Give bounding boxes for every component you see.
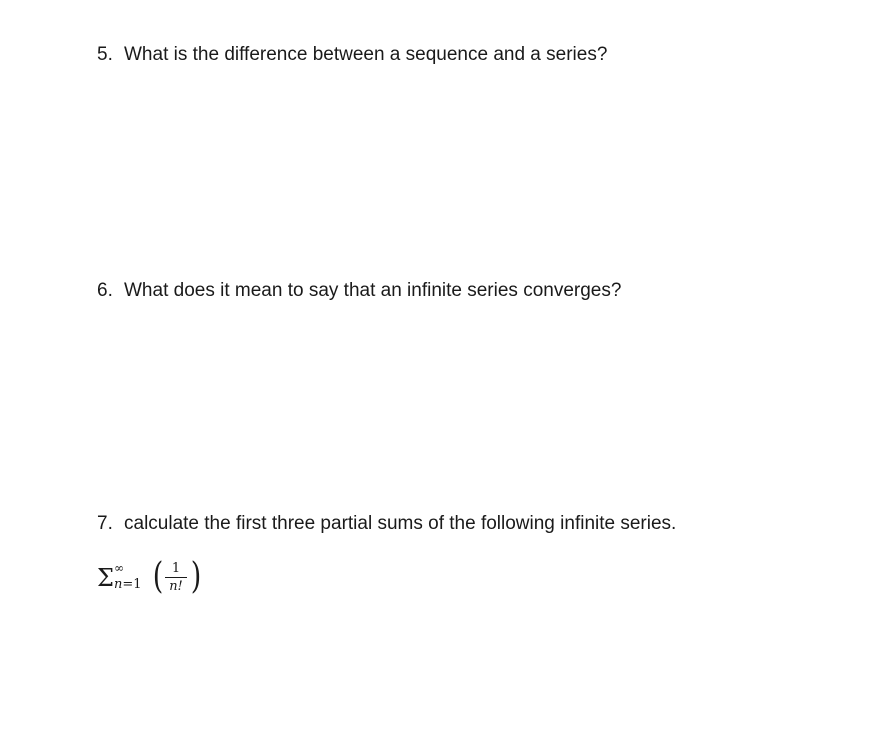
question-5 — [97, 43, 607, 67]
open-parenthesis: ( — [152, 556, 164, 597]
question-number: 5. — [97, 44, 113, 65]
fraction-denominator: n! — [169, 579, 183, 594]
question-text: calculate the first three partial sums of the following infinite series. — [124, 513, 677, 534]
fraction — [163, 562, 189, 594]
question-text: What does it mean to say that an infinite series converges? — [124, 280, 622, 301]
question-7 — [97, 512, 676, 536]
question-number: 6. — [97, 280, 113, 301]
summation-symbol: Σ — [97, 564, 114, 592]
summation-start: =1 — [122, 577, 142, 592]
close-parenthesis: ) — [190, 556, 202, 597]
series-formula — [97, 556, 207, 604]
question-6 — [97, 279, 621, 303]
fraction-numerator: 1 — [171, 561, 181, 576]
fraction-bar — [165, 577, 187, 578]
summation-lower-limit — [114, 578, 142, 591]
summation-upper-limit: ∞ — [114, 561, 124, 575]
question-number: 7. — [97, 513, 113, 534]
summation-index: n — [114, 577, 123, 592]
question-text: What is the difference between a sequence and a series? — [124, 44, 608, 65]
